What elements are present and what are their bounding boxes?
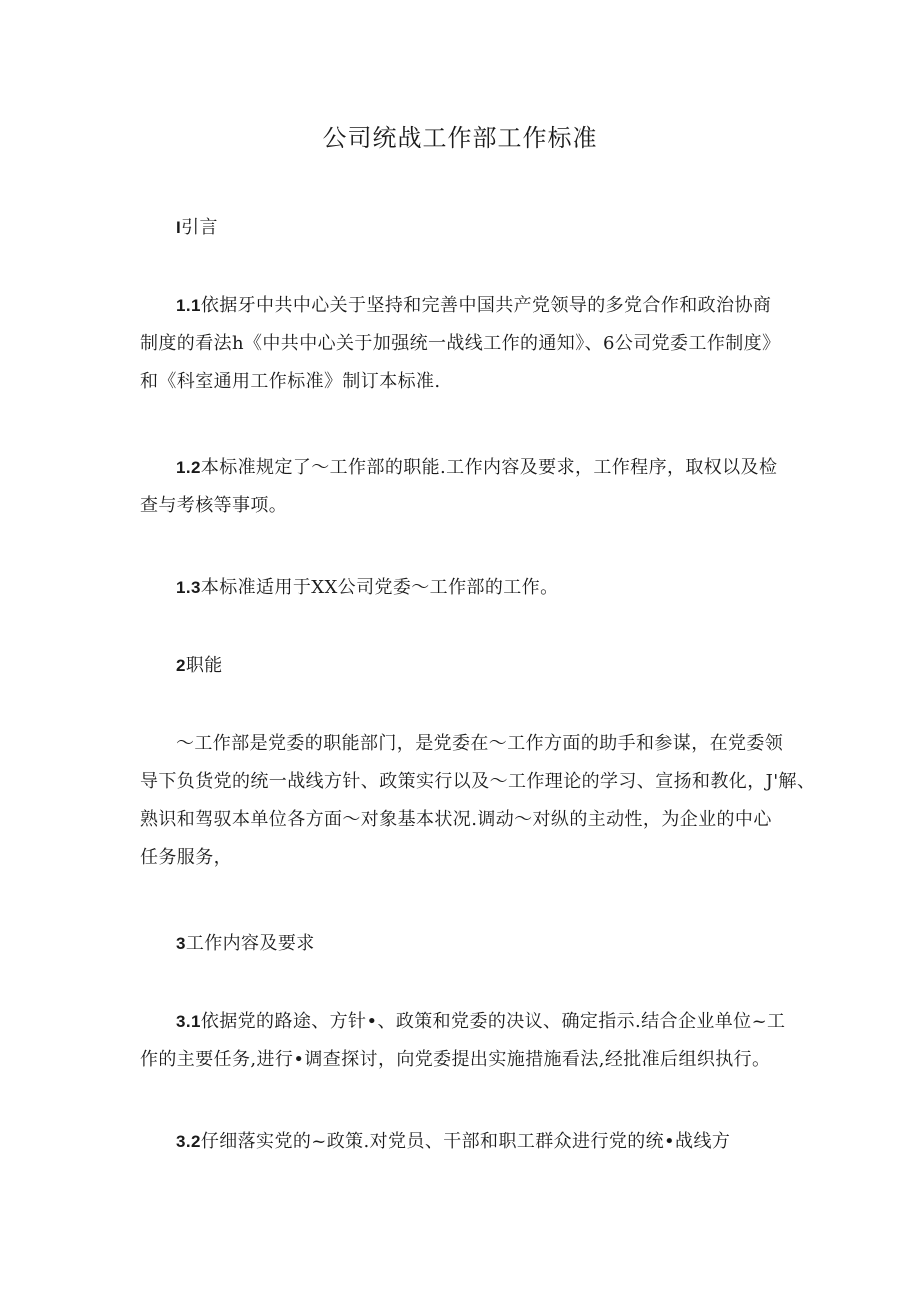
paragraph-1-1-line-2: 制度的看法h《中共中心关于加强统一战线工作的通知》、6公司党委工作制度》 (140, 333, 781, 354)
paragraph-1-2 (140, 449, 790, 525)
section-2-title: 职能 (185, 655, 223, 676)
section-1-number: I (176, 218, 182, 237)
paragraph-1-1 (140, 287, 790, 401)
section-1-title: 引言 (181, 217, 218, 238)
paragraph-1-2-line-2: 查与考核等事项。 (140, 495, 288, 516)
paragraph-3-2-number: 3.2 (176, 1132, 201, 1151)
paragraph-3-1-number: 3.1 (176, 1012, 201, 1031)
paragraph-1-1-line-1: 依据牙中共中心关于坚持和完善中国共产党领导的多党合作和政治协商 (200, 295, 772, 316)
paragraph-2-line-3: 熟识和驾驭本单位各方面～对象基本状况.调动～对纵的主动性，为企业的中心 (140, 809, 772, 830)
paragraph-1-3-text: 本标准适用于XX公司党委～工作部的工作。 (200, 577, 559, 598)
paragraph-2-line-4: 任务服务， (140, 847, 232, 868)
paragraph-3-2-line-1: 仔细落实党的~政策.对党员、干部和职工群众进行党的统•战线方 (200, 1131, 731, 1152)
paragraph-3-1-line-1: 依据党的路途、方针•、政策和党委的决议、确定指示.结合企业单位~工 (200, 1011, 786, 1032)
section-3-number: 3 (176, 934, 186, 953)
paragraph-1-1-line-3: 和《科室通用工作标准》制订本标准. (140, 371, 441, 392)
section-3-heading (140, 925, 790, 963)
paragraph-1-1-number: 1.1 (176, 296, 201, 315)
paragraph-3-1 (140, 1003, 790, 1079)
document-title: 公司统战工作部工作标准 (322, 124, 598, 152)
paragraph-1-3-number: 1.3 (176, 578, 201, 597)
section-2-heading (140, 647, 790, 685)
paragraph-2-line-1: ～工作部是党委的职能部门，是党委在～工作方面的助手和参谋，在党委领 (176, 733, 784, 754)
paragraph-3-2 (140, 1123, 790, 1161)
section-2-number: 2 (176, 656, 186, 675)
paragraph-2 (140, 725, 816, 877)
section-3-title: 工作内容及要求 (185, 933, 315, 954)
paragraph-3-1-line-2: 作的主要任务,进行•调查探讨，向党委提出实施措施看法,经批准后组织执行。 (140, 1049, 771, 1070)
paragraph-2-line-2: 导下负货党的统一战线方针、政策实行以及～工作理论的学习、宣扬和教化，J'解、 (140, 771, 816, 792)
paragraph-1-2-number: 1.2 (176, 458, 201, 477)
section-1-heading (140, 209, 790, 247)
paragraph-1-3 (140, 569, 790, 607)
paragraph-1-2-line-1: 本标准规定了～工作部的职能.工作内容及要求，工作程序，取权以及检 (200, 457, 778, 478)
